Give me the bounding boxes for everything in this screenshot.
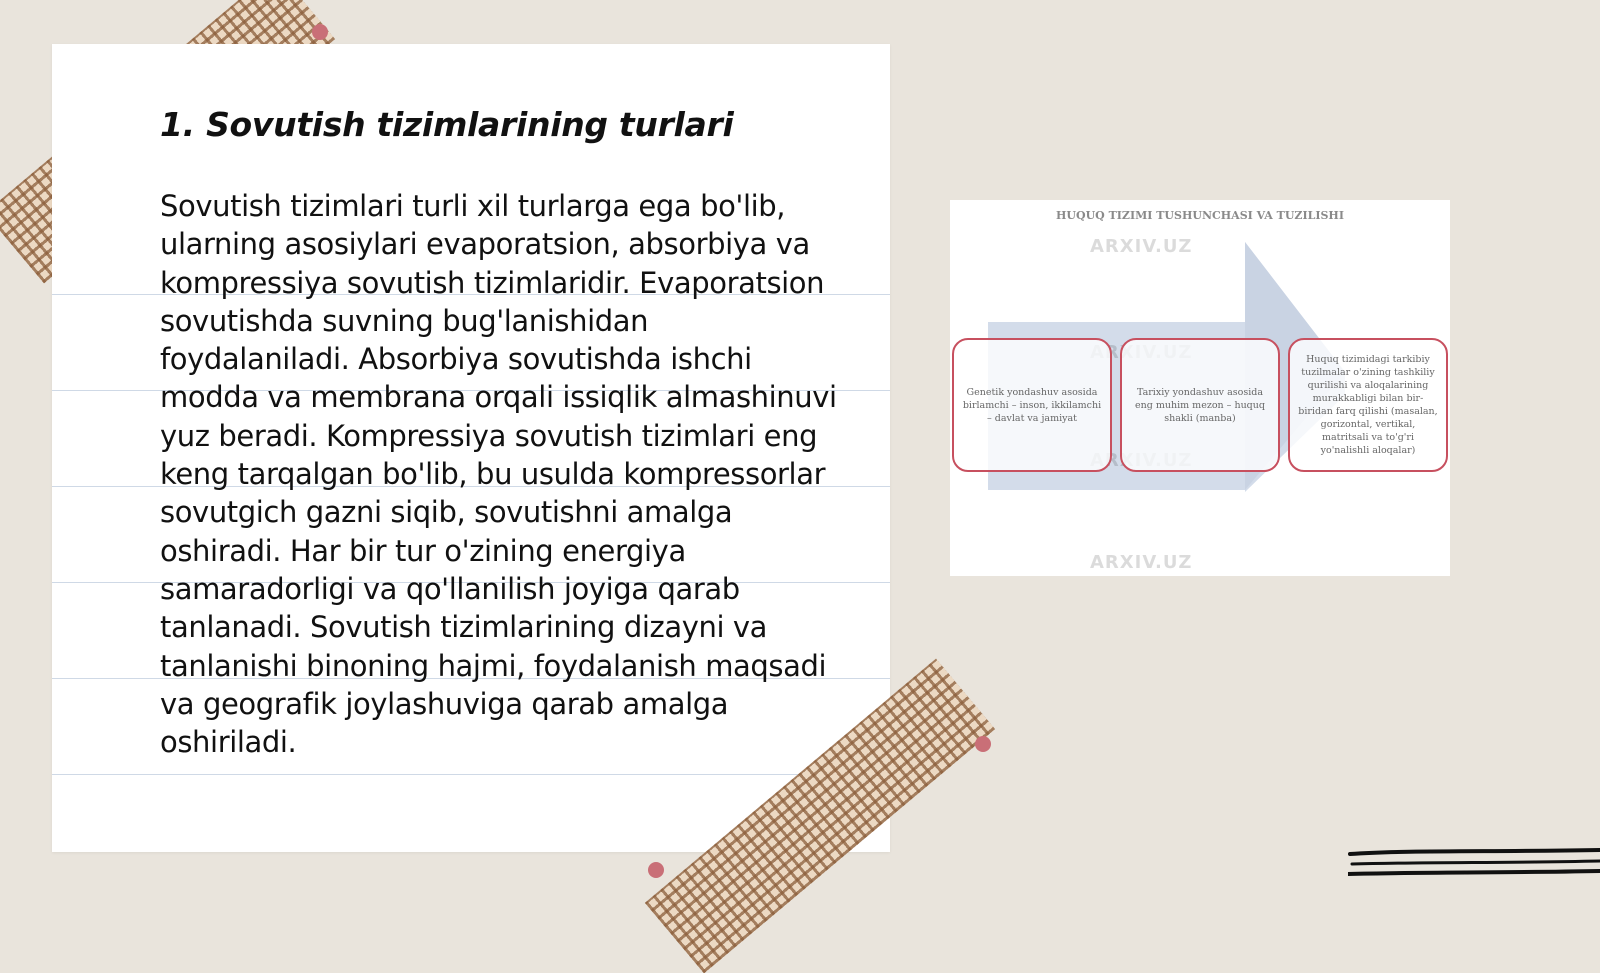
slide-body-text: Sovutish tizimlari turli xil turlarga ega bo'lib, ularning asosiylari evaporatsion, absorbiya va kompressiya sovutish tizimlaridir. Evaporatsion sovutishda suvning bug'lanishidan foydalaniladi. Absorbiya sovutishda ishchi modda va membrana orqali issiqlik almashinuvi yuz beradi. Kompressiya sovutish tizimlari eng keng tarqalgan bo'lib, bu usulda kompressorlar sovutgich gazni siqib, sovutishni amalga oshiradi. Har bir tur o'zining energiya samaradorligi va qo'llanilish joyiga qarab tanlanadi. Sovutish tizimlarining dizayni va tanlanishi binoning hajmi, foydalanish maqsadi va geografik joylashuviga qarab amalga oshiriladi. (160, 189, 837, 760)
diagram-title: HUQUQ TIZIMI TUSHUNCHASI VA TUZILISHI (1056, 209, 1344, 222)
embedded-diagram-image (950, 200, 1450, 576)
decorative-lines (1348, 848, 1600, 888)
diagram-box: Huquq tizimidagi tarkibiy tuzilmalar o'zining tashkiliy qurilishi va aloqalarining murakkabligi bilan bir-biridan farq qilishi (masalan, gorizontal, vertikal, matritsali va to'g'ri yo'nalishli aloqalar) (1288, 338, 1448, 472)
diagram-box: Tarixiy yondashuv asosida eng muhim mezon – huquq shakli (manba) (1120, 338, 1280, 472)
tape-pin-dot (312, 24, 328, 40)
diagram-box: Genetik yondashuv asosida birlamchi – inson, ikkilamchi – davlat va jamiyat (952, 338, 1112, 472)
watermark-text: ARXIV.UZ (1090, 552, 1193, 573)
paper-rule-line (52, 774, 890, 775)
tape-pin-dot (975, 736, 991, 752)
slide-heading: 1. Sovutish tizimlarining turlari (160, 105, 734, 144)
watermark-text: ARXIV.UZ (1090, 236, 1193, 257)
tape-pin-dot (648, 862, 664, 878)
